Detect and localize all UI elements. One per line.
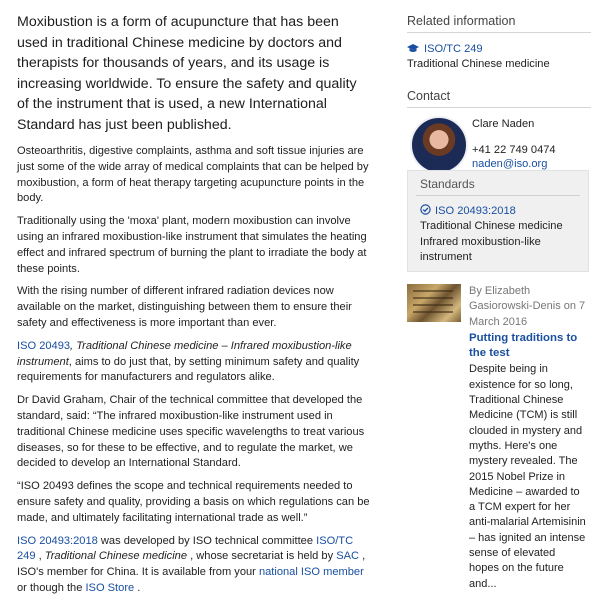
article-paragraph-7 [17, 534, 371, 597]
article-paragraph-3: With the rising number of different infrared radiation devices now available on the market, distinguishing between them to ensure their safety and effectiveness is more important than ever. [17, 285, 352, 329]
standards-divider [416, 195, 580, 196]
p7-text-1: was developed by ISO technical committee [97, 534, 317, 547]
contact-card [407, 115, 591, 177]
related-tc-249-link[interactable]: ISO/TC 249 [424, 43, 483, 55]
p7-text-6: . [134, 581, 141, 594]
article-lead: Moxibustion is a form of acupuncture that has been used in traditional Chinese medicine by doctors and therapists for thousands of years, and its usage is increasing worldwide. To ensure the safety and quality of the instrument that is used, a new International Standard has just been published. [17, 14, 357, 133]
related-tc-item [407, 42, 591, 72]
avatar [410, 116, 468, 174]
standards-heading: Standards [420, 177, 475, 191]
article-paragraph-5: Dr David Graham, Chair of the technical committee that developed the standard, said: “The infrared moxibustion-like instrument used in traditional Chinese medicine uses specific wavelengths to treat various diseases, so for these to be effective, and to regulate the market, we decided to develop an International Standard. [17, 394, 365, 470]
standards-item [420, 204, 588, 217]
p7-text-5: or though the [17, 581, 86, 594]
p7-text-3: , whose secretariat is held by [187, 550, 337, 563]
news-meta: By Elizabeth Gasiorowski-Denis on 7 March 2016 [469, 285, 586, 328]
news-excerpt: Despite being in existence for so long, Traditional Chinese Medicine (TCM) is still clouded in mystery and myths. Here's one mystery revealed. The 2015 Nobel Prize in Medicine – awarded to a TCM expert for her anti-malarial Artemisinin – has ignited an intense sense of elevated hopes on the future and... [469, 363, 586, 590]
contact-heading: Contact [407, 89, 451, 103]
article-paragraph-2: Traditionally using the 'moxa' plant, modern moxibustion can involve using an infrared moxibustion-like instrument that simulates the heating effect and infrared spectrum of burning the plant to irradiate the body at these points. [17, 215, 367, 275]
p7-text-2: , [35, 550, 45, 563]
iso-store-link[interactable]: ISO Store [85, 581, 135, 594]
related-tc-description: Traditional Chinese medicine [407, 58, 550, 70]
contact-divider [407, 107, 591, 108]
graduation-cap-icon [407, 43, 419, 52]
check-circle-icon [420, 204, 431, 215]
standard-title: , Traditional Chinese medicine – Infrared moxibustion-like instrument [17, 339, 352, 368]
contact-phone: +41 22 749 0474 [472, 144, 556, 156]
news-teaser [469, 284, 587, 592]
iso-20493-link[interactable]: ISO 20493 [17, 339, 71, 352]
related-information-heading: Related information [407, 14, 516, 28]
iso-20493-2018-standard-link[interactable]: ISO 20493:2018 [435, 205, 516, 217]
iso-tc-249-link[interactable]: ISO/TC 249 [17, 534, 354, 563]
contact-email-link[interactable]: naden@iso.org [472, 158, 548, 170]
national-iso-member-link[interactable]: national ISO member [258, 566, 364, 579]
article-paragraph-1: Osteoarthritis, digestive complaints, asthma and soft tissue injuries are just some of the wide array of medical complaints that can be helped by moxibustion, a form of heat therapy targeting acupuncture points in the body. [17, 145, 369, 205]
contact-name: Clare Naden [472, 118, 535, 130]
committee-title: Traditional Chinese medicine [44, 550, 188, 563]
standards-description: Traditional Chinese medicine Infrared moxibustion-like instrument [420, 220, 563, 263]
sac-link[interactable]: SAC [336, 550, 360, 563]
related-divider [407, 32, 591, 33]
sidebar [407, 0, 591, 177]
p7-text-4: , ISO's member for China. It is available from your [17, 550, 366, 579]
news-thumbnail[interactable] [407, 284, 461, 322]
article-paragraph-6: “ISO 20493 defines the scope and technical requirements needed to ensure safety and quality, providing a basis on which regulations can be made, and ultimately facilitating international trade as well.” [17, 480, 370, 524]
article-body [17, 12, 371, 604]
news-title-link[interactable]: Putting traditions to the test [469, 331, 578, 360]
article-paragraph-4 [17, 339, 371, 386]
iso-20493-2018-link[interactable]: ISO 20493:2018 [17, 534, 98, 547]
standards-box [407, 170, 589, 272]
paragraph-4-text: , aims to do just that, by setting minimum safety and quality requirements for manufacturers and regulators alike. [17, 355, 360, 384]
